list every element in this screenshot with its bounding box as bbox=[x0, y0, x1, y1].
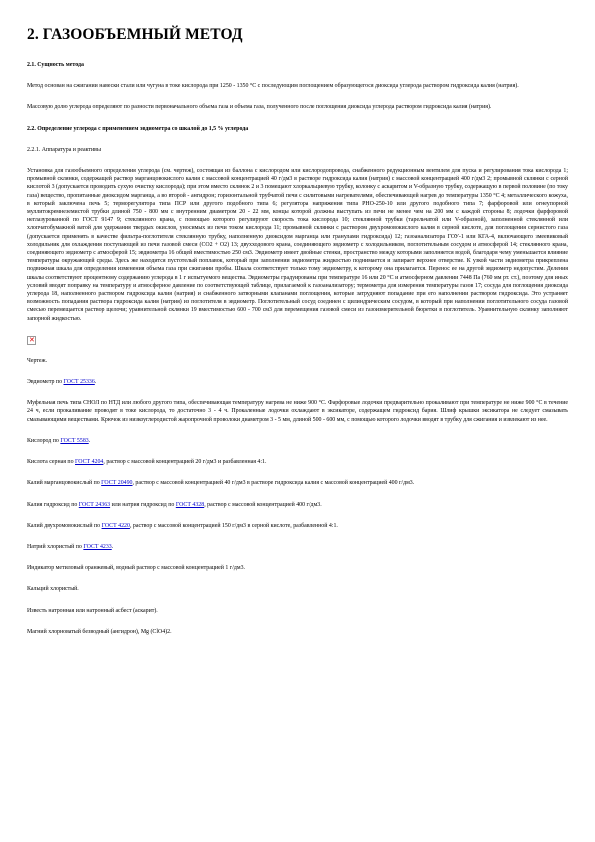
item-eudiometer: Эвдиометр по ГОСТ 25336. bbox=[27, 379, 97, 386]
item-soda-lime: Известь натронная или натронный асбест (аскарит). bbox=[27, 607, 158, 614]
gost-link-4233[interactable]: ГОСТ 4233 bbox=[83, 543, 112, 550]
section-heading-2-1: 2.1. Сущность метода bbox=[27, 62, 84, 68]
item-anhydrone: Магний хлорноватый безводный (ангидрон), Mg (ClO4)2. bbox=[27, 628, 172, 635]
item-sulfuric-acid: Кислота серная по ГОСТ 4204, раствор с массовой концентрацией 20 г/дм3 и разбавленная 4:1. bbox=[27, 459, 267, 466]
gost-link-20490[interactable]: ГОСТ 20490 bbox=[101, 480, 133, 487]
item-potassium-hydroxide: Калия гидроксид по ГОСТ 24363 или натрия гидроксид по ГОСТ 4328, раствор с массовой концентрацией 400 г/дм3. bbox=[27, 501, 322, 508]
broken-image-icon: ✕ bbox=[29, 335, 35, 344]
item-muffle-furnace: Муфельная печь типа СНОЛ по НТД или любого другого типа, обеспечивающая температуру нагрева не ниже 900 °С. Фарфоровые лодочки предварительно прокаливают при температуре не ниже 900 °С в течение 24 ч, если прокаливание проводят в токе кислорода, то достаточно 3 - 4 ч. Прокаленные лодочки охлаждают в эксикаторе, содержащем гидроксид бария. Шлиф крышки эксикатора не следует смазывать смазывающими веществами. Крючок из низкоуглеродистой жаропрочной проволоки диаметром 3 - 5 мм, длиной 500 - 600 мм, с помощью которого лодочки вводят в трубку для сжигания и извлекают из нее. bbox=[27, 400, 568, 423]
item-calcium-chloride: Кальций хлористый. bbox=[27, 586, 79, 593]
gost-link-5583[interactable]: ГОСТ 5583 bbox=[60, 437, 89, 444]
gost-link-24363[interactable]: ГОСТ 24363 bbox=[78, 501, 111, 508]
item-potassium-dichromate: Калий двухромовокислый по ГОСТ 4220, раствор с массовой концентрацией 150 г/дм3 в серной кислоте, разбавленной 4:1. bbox=[27, 522, 338, 529]
gost-link-25336[interactable]: ГОСТ 25336 bbox=[63, 379, 95, 386]
paragraph-method-essence: Метод основан на сжигании навески стали или чугуна в токе кислорода при 1250 - 1350 °С с последующим поглощением образующегося диоксида углерода раствором гидроксида калия (натрия). bbox=[27, 83, 519, 90]
paragraph-apparatus: Установка для газообъемного определения углерода (см. чертеж), состоящая из баллона с кислородом или кислородопровода, снабженного редукционным вентилем для пуска и регулирования тока кислорода 1; промывной склянки, содержащей раствор марганцовокислого калия с массовой концентрацией 40 г/дм3 в растворе гидроксида калия (натрия) с массовой концентрацией 400 г/дм3 2; промывной склянки с серной кислотой 3 (допускается проводить сухую очистку кислорода); при этом вместо склянок 2 и 3 помещают хлоркальциевую трубку, колонку с аскаритом и V-образную трубку, содержащую в первой половине (по току газа) вещество, пропитанные диоксидом марганца, а во второй - ангидрон; горизонтальной трубчатой печи с силитовыми нагревателями, обеспечивающей нагрев до температуры 1350 °С 4; металлического кожуха, в который заключена печь 5; терморегулятора типа ПСР или другого подобного типа 6; регулятора напряжения типа РНО-250-10 или другого подобного типа 7; фарфоровой или огнеупорной муллитокремнеземистой трубки длиной 750 - 800 мм с внутренним диаметром 20 - 22 мм, концы которой должны выступать из печи не менее чем на 200 мм с каждой стороны 8; лодочки фарфоровой неглазурованной по ГОСТ 9147 9; стеклянного крана, с помощью которого регулируют скорость тока кислорода 10; стеклянной трубки (тарельчатой или V-образной), заполненной стеклянной или хлопчатобумажной ватой для удержания твердых окислов, уносимых из печи током кислорода 11; промывной склянки с раствором двухромовокислого калия в серной кислоте, для поглощения сернистого газа (допускается применять в качестве фильтра-поглотителя стеклянную трубку, наполненную диоксидом марганца или гранулами гидроксида) 12; газоанализатора ГОУ-1 или КГА-4, включающего змеевиковый холодильник для охлаждения поступающей из печи газовой смеси (СО2 + О2) 13; двухходового крана, соединяющего эвдиометр с холодильником, поглотительным сосудом и атмосферой 14; стеклянного крана, соединяющего эвдиометр с атмосферой 15; эвдиометра 16 общей вместимостью 250 см3. Эвдиометр имеет двойные стенки, пространство между которыми заполняется водой, благодаря чему уменьшается влияние температуры окружающей среды. Здесь же находится пустотелый поплавок, который при заполнении эвдиометра жидкостью поднимается и запирает верхнее отверстие. К узкой части эвдиометра прикреплена подвижная шкала для определения изменения объема газа при сжигании пробы. Шкала соответствует только тому эвдиометру, к которому она прилагается. Перенос ее на другой эвдиометр недопустим. Деления шкалы соответствуют процентному содержанию углерода в 1 г испытуемого вещества. Эвдиометры градуированы при температуре 16 или 20 °С и атмосферном давлении 7448 Па (760 мм рт. ст.), поэтому для иных условий вводят поправку на температуру и атмосферное давление по соответствующей таблице, прилагаемой к газоанализатору; термометра для измерения температуры газов 17; сосуда для поглощения диоксида углерода 18, наполненного раствором гидроксида калия (натрия) и снабженного затворными клапанами поглощения, которые затрудняют попадание при его наполнении раствором гидроксида. Это устраняет возможность попадания раствора гидроксида калия (натрия) из поглотителя в эвдиометр. Поглотительный сосуд соединен с цилиндрическим сосудом, в который при наполнении поглотительного сосуда газовой смесью перемещается раствор щелочи; уравнительной склянки 19 вместимостью 600 - 700 см3 для перемещения газовой смеси из газоизмерительной бюретки в поглотитель. Уравнительную склянку заполняют запорной жидкостью. bbox=[27, 168, 568, 322]
drawing-caption: Чертеж. bbox=[27, 357, 48, 364]
gost-link-4220[interactable]: ГОСТ 4220 bbox=[101, 522, 130, 529]
item-sodium-chloride: Натрий хлористый по ГОСТ 4233. bbox=[27, 543, 114, 550]
section-heading-2-2-1: 2.2.1. Аппаратура и реактивы bbox=[27, 146, 101, 153]
page-title: 2. ГАЗООБЪЕМНЫЙ МЕТОД bbox=[27, 26, 243, 43]
paragraph-carbon-fraction: Массовую долю углерода определяют по разности первоначального объема газа и объема газа, полученного после поглощения диоксида углерода раствором гидроксида калия (натрия). bbox=[27, 104, 492, 111]
item-potassium-permanganate: Калий марганцовокислый по ГОСТ 20490, раствор с массовой концентрацией 40 г/дм3 в растворе гидроксида калия с массовой концентрацией 400 г/дм3. bbox=[27, 480, 415, 487]
gost-link-4204[interactable]: ГОСТ 4204 bbox=[75, 459, 104, 466]
document-page bbox=[27, 0, 568, 842]
gost-link-4328[interactable]: ГОСТ 4328 bbox=[175, 501, 205, 508]
section-heading-2-2: 2.2. Определение углерода с применением эвдиометра со шкалой до 1,5 % углерода bbox=[27, 125, 249, 132]
item-oxygen: Кислород по ГОСТ 5583. bbox=[27, 437, 91, 444]
item-methyl-orange: Индикатор метиловый оранжевый, водный раствор с массовой концентрацией 1 г/дм3. bbox=[27, 565, 245, 572]
